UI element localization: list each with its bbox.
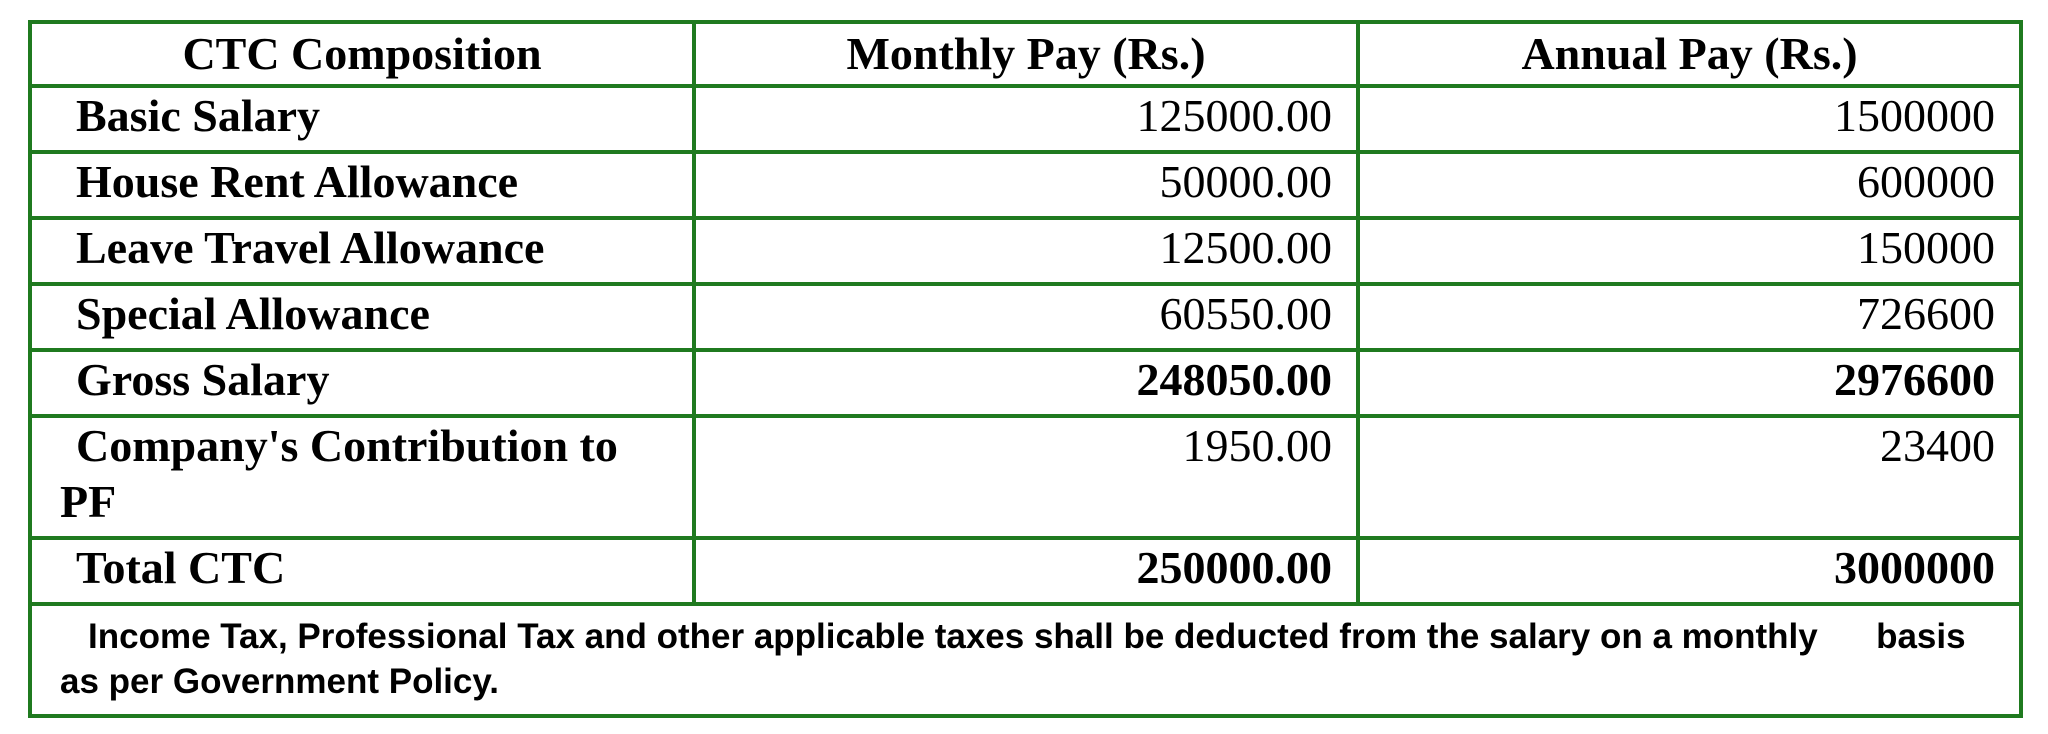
monthly-value: 248050.00 <box>694 350 1358 416</box>
row-label: Basic Salary <box>30 86 694 152</box>
header-row <box>30 22 2021 86</box>
table-row <box>30 284 2021 350</box>
monthly-value: 125000.00 <box>694 86 1358 152</box>
table-row <box>30 416 2021 538</box>
note-row <box>30 604 2021 716</box>
annual-value: 2976600 <box>1358 350 2021 416</box>
monthly-value: 50000.00 <box>694 152 1358 218</box>
row-label: House Rent Allowance <box>30 152 694 218</box>
header-monthly-pay: Monthly Pay (Rs.) <box>694 22 1358 86</box>
monthly-value: 60550.00 <box>694 284 1358 350</box>
table-row <box>30 152 2021 218</box>
row-label: Special Allowance <box>30 284 694 350</box>
header-ctc-composition: CTC Composition <box>30 22 694 86</box>
annual-value: 600000 <box>1358 152 2021 218</box>
annual-value: 3000000 <box>1358 538 2021 604</box>
row-label: Leave Travel Allowance <box>30 218 694 284</box>
table-row <box>30 86 2021 152</box>
annual-value: 150000 <box>1358 218 2021 284</box>
header-annual-pay: Annual Pay (Rs.) <box>1358 22 2021 86</box>
table-row-gross <box>30 350 2021 416</box>
annual-value: 1500000 <box>1358 86 2021 152</box>
monthly-value: 250000.00 <box>694 538 1358 604</box>
row-label: Total CTC <box>30 538 694 604</box>
annual-value: 23400 <box>1358 416 2021 538</box>
monthly-value: 12500.00 <box>694 218 1358 284</box>
ctc-table <box>28 20 2023 718</box>
table-row <box>30 218 2021 284</box>
annual-value: 726600 <box>1358 284 2021 350</box>
monthly-value: 1950.00 <box>694 416 1358 538</box>
row-label: Company's Contribution to PF <box>30 416 694 538</box>
row-label: Gross Salary <box>30 350 694 416</box>
tax-note: Income Tax, Professional Tax and other applicable taxes shall be deducted from the salary on a monthly basis as per Government Policy. <box>30 604 2021 716</box>
table-row-total <box>30 538 2021 604</box>
